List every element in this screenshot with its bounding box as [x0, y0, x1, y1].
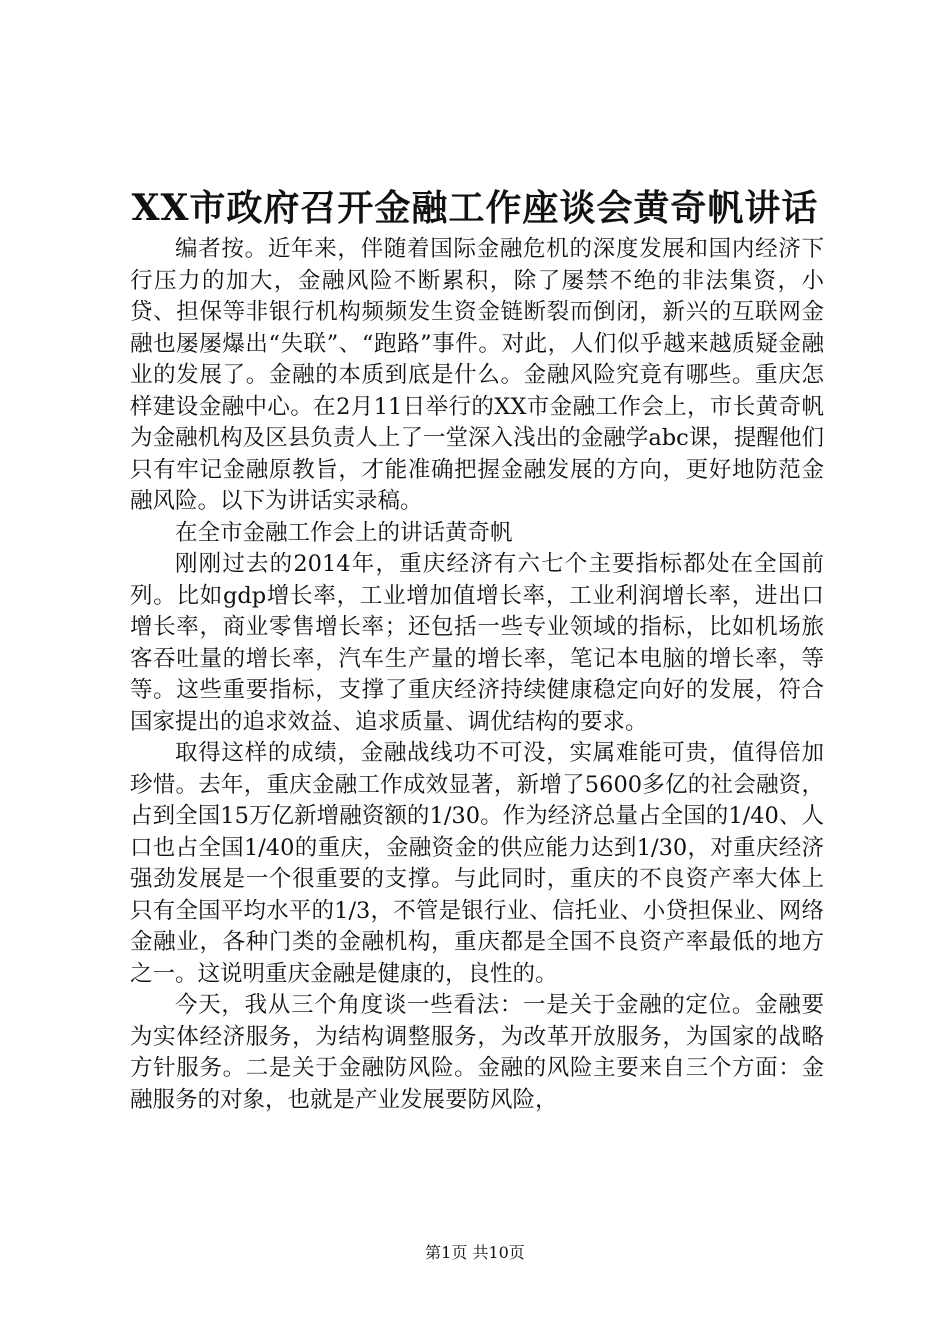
document-title: XX市政府召开金融工作座谈会黄奇帆讲话 [131, 187, 819, 229]
document-body [130, 234, 824, 1116]
paragraph: 刚刚过去的2014年，重庆经济有六七个主要指标都处在全国前列。比如gdp增长率，工业增加值增长率，工业利润增长率，进出口增长率，商业零售增长率；还包括一些专业领域的指标，比如机场旅客吞吐量的增长率，汽车生产量的增长率，笔记本电脑的增长率，等等。这些重要指标，支撑了重庆经济持续健康稳定向好的发展，符合国家提出的追求效益、追求质量、调优结构的要求。 [130, 551, 824, 735]
paragraph-speech-heading: 在全市金融工作会上的讲话黄奇帆 [175, 519, 513, 546]
paragraph-editor-note: 编者按。近年来，伴随着国际金融危机的深度发展和国内经济下行压力的加大，金融风险不断累积，除了屡禁不绝的非法集资，小贷、担保等非银行机构频频发生资金链断裂而倒闭，新兴的互联网金融也屡屡爆出“失联”、“跑路”事件。对此，人们似乎越来越质疑金融业的发展了。金融的本质到底是什么。金融风险究竟有哪些。重庆怎样建设金融中心。在2月11日举行的XX市金融工作会上，市长黄奇帆为金融机构及区县负责人上了一堂深入浅出的金融学abc课，提醒他们只有牢记金融原教旨，才能准确把握金融发展的方向，更好地防范金融风险。以下为讲话实录稿。 [130, 236, 824, 514]
page-number-footer: 第1页 共10页 [425, 1243, 525, 1262]
paragraph: 今天，我从三个角度谈一些看法：一是关于金融的定位。金融要为实体经济服务，为结构调整服务，为改革开放服务，为国家的战略方针服务。二是关于金融防风险。金融的风险主要来自三个方面：金融服务的对象，也就是产业发展要防风险， [130, 992, 824, 1113]
paragraph: 取得这样的成绩，金融战线功不可没，实属难能可贵，值得倍加珍惜。去年，重庆金融工作成效显著，新增了5600多亿的社会融资，占到全国15万亿新增融资额的1/30。作为经济总量占全国的1/40、人口也占全国1/40的重庆，金融资金的供应能力达到1/30，对重庆经济强劲发展是一个很重要的支撑。与此同时，重庆的不良资产率大体上只有全国平均水平的1/3，不管是银行业、信托业、小贷担保业、网络金融业，各种门类的金融机构，重庆都是全国不良资产率最低的地方之一。这说明重庆金融是健康的，良性的。 [130, 740, 824, 987]
